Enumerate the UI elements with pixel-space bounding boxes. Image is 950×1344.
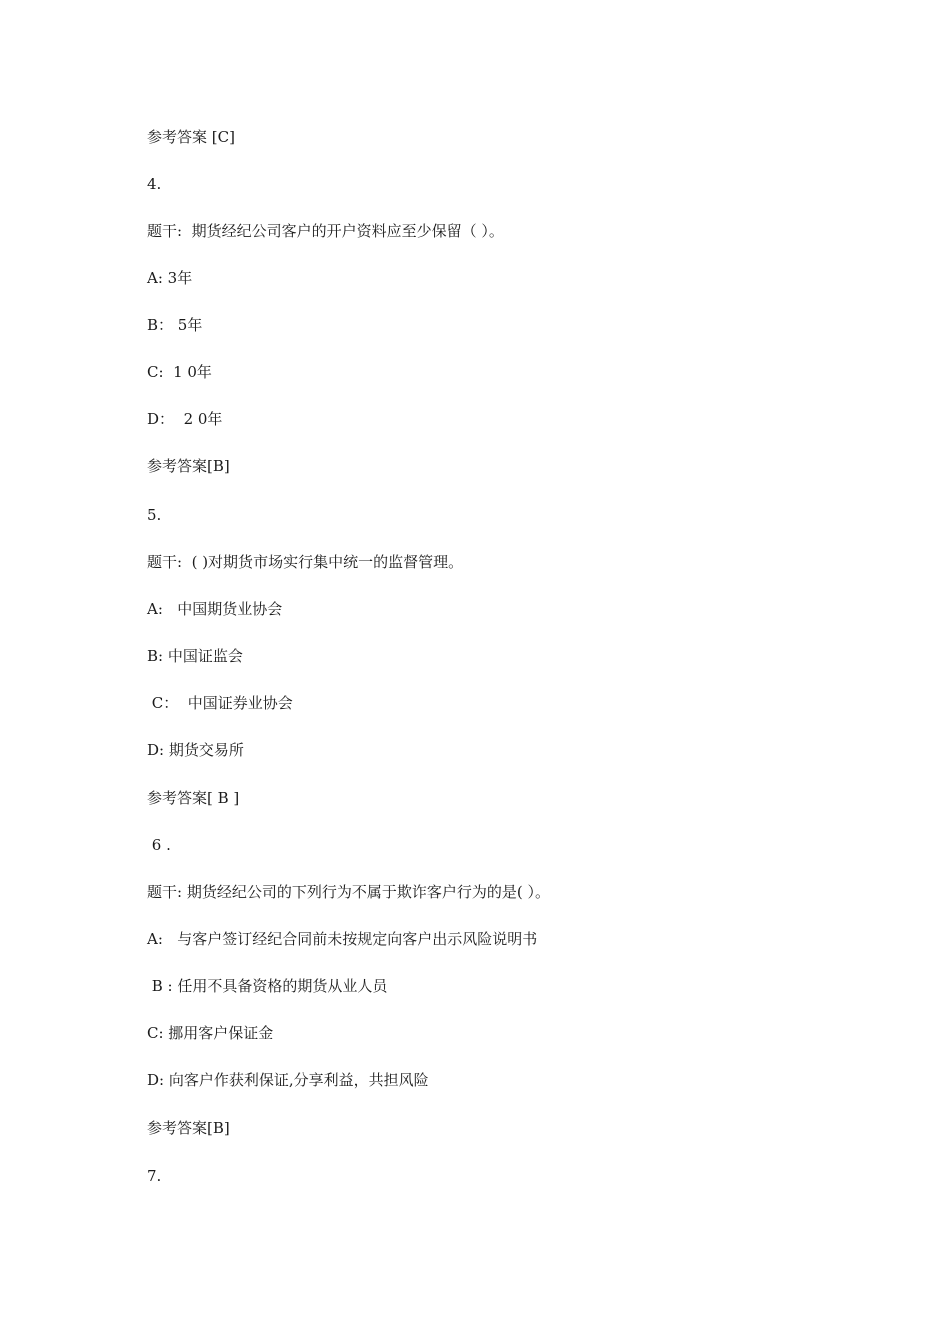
question-number: 6 . bbox=[147, 836, 171, 854]
question-number: 7. bbox=[147, 1167, 162, 1185]
option-a: A: 中国期货业协会 bbox=[147, 600, 283, 618]
question-number: 5. bbox=[147, 506, 162, 524]
option-b: B : 任用不具备资格的期货从业人员 bbox=[147, 977, 388, 995]
answer-line: 参考答案[B] bbox=[147, 1119, 230, 1137]
option-d: D： 2 0年 bbox=[147, 410, 223, 428]
question-stem: 题干: 期货经纪公司客户的开户资料应至少保留（ ）。 bbox=[147, 222, 504, 240]
option-a: A: 与客户签订经纪合同前未按规定向客户出示风险说明书 bbox=[147, 930, 538, 948]
question-stem: 题干: 期货经纪公司的下列行为不属于欺诈客户行为的是( ）。 bbox=[147, 883, 550, 901]
question-number: 4. bbox=[147, 175, 162, 193]
option-a: A: 3年 bbox=[147, 269, 193, 287]
option-b: B： 5年 bbox=[147, 316, 203, 334]
option-c: C: 1 0年 bbox=[147, 363, 212, 381]
question-stem: 题干: ( )对期货市场实行集中统一的监督管理。 bbox=[147, 553, 464, 571]
answer-line: 参考答案[ B ] bbox=[147, 789, 240, 807]
answer-line: 参考答案[B] bbox=[147, 457, 230, 475]
option-d: D: 向客户作获利保证,分享利益，共担风险 bbox=[147, 1071, 429, 1089]
option-c: C: 挪用客户保证金 bbox=[147, 1024, 274, 1042]
option-d: D: 期货交易所 bbox=[147, 741, 244, 759]
option-c: C： 中国证券业协会 bbox=[147, 694, 293, 712]
option-b: B: 中国证监会 bbox=[147, 647, 243, 665]
answer-line: 参考答案 [C] bbox=[147, 128, 235, 146]
